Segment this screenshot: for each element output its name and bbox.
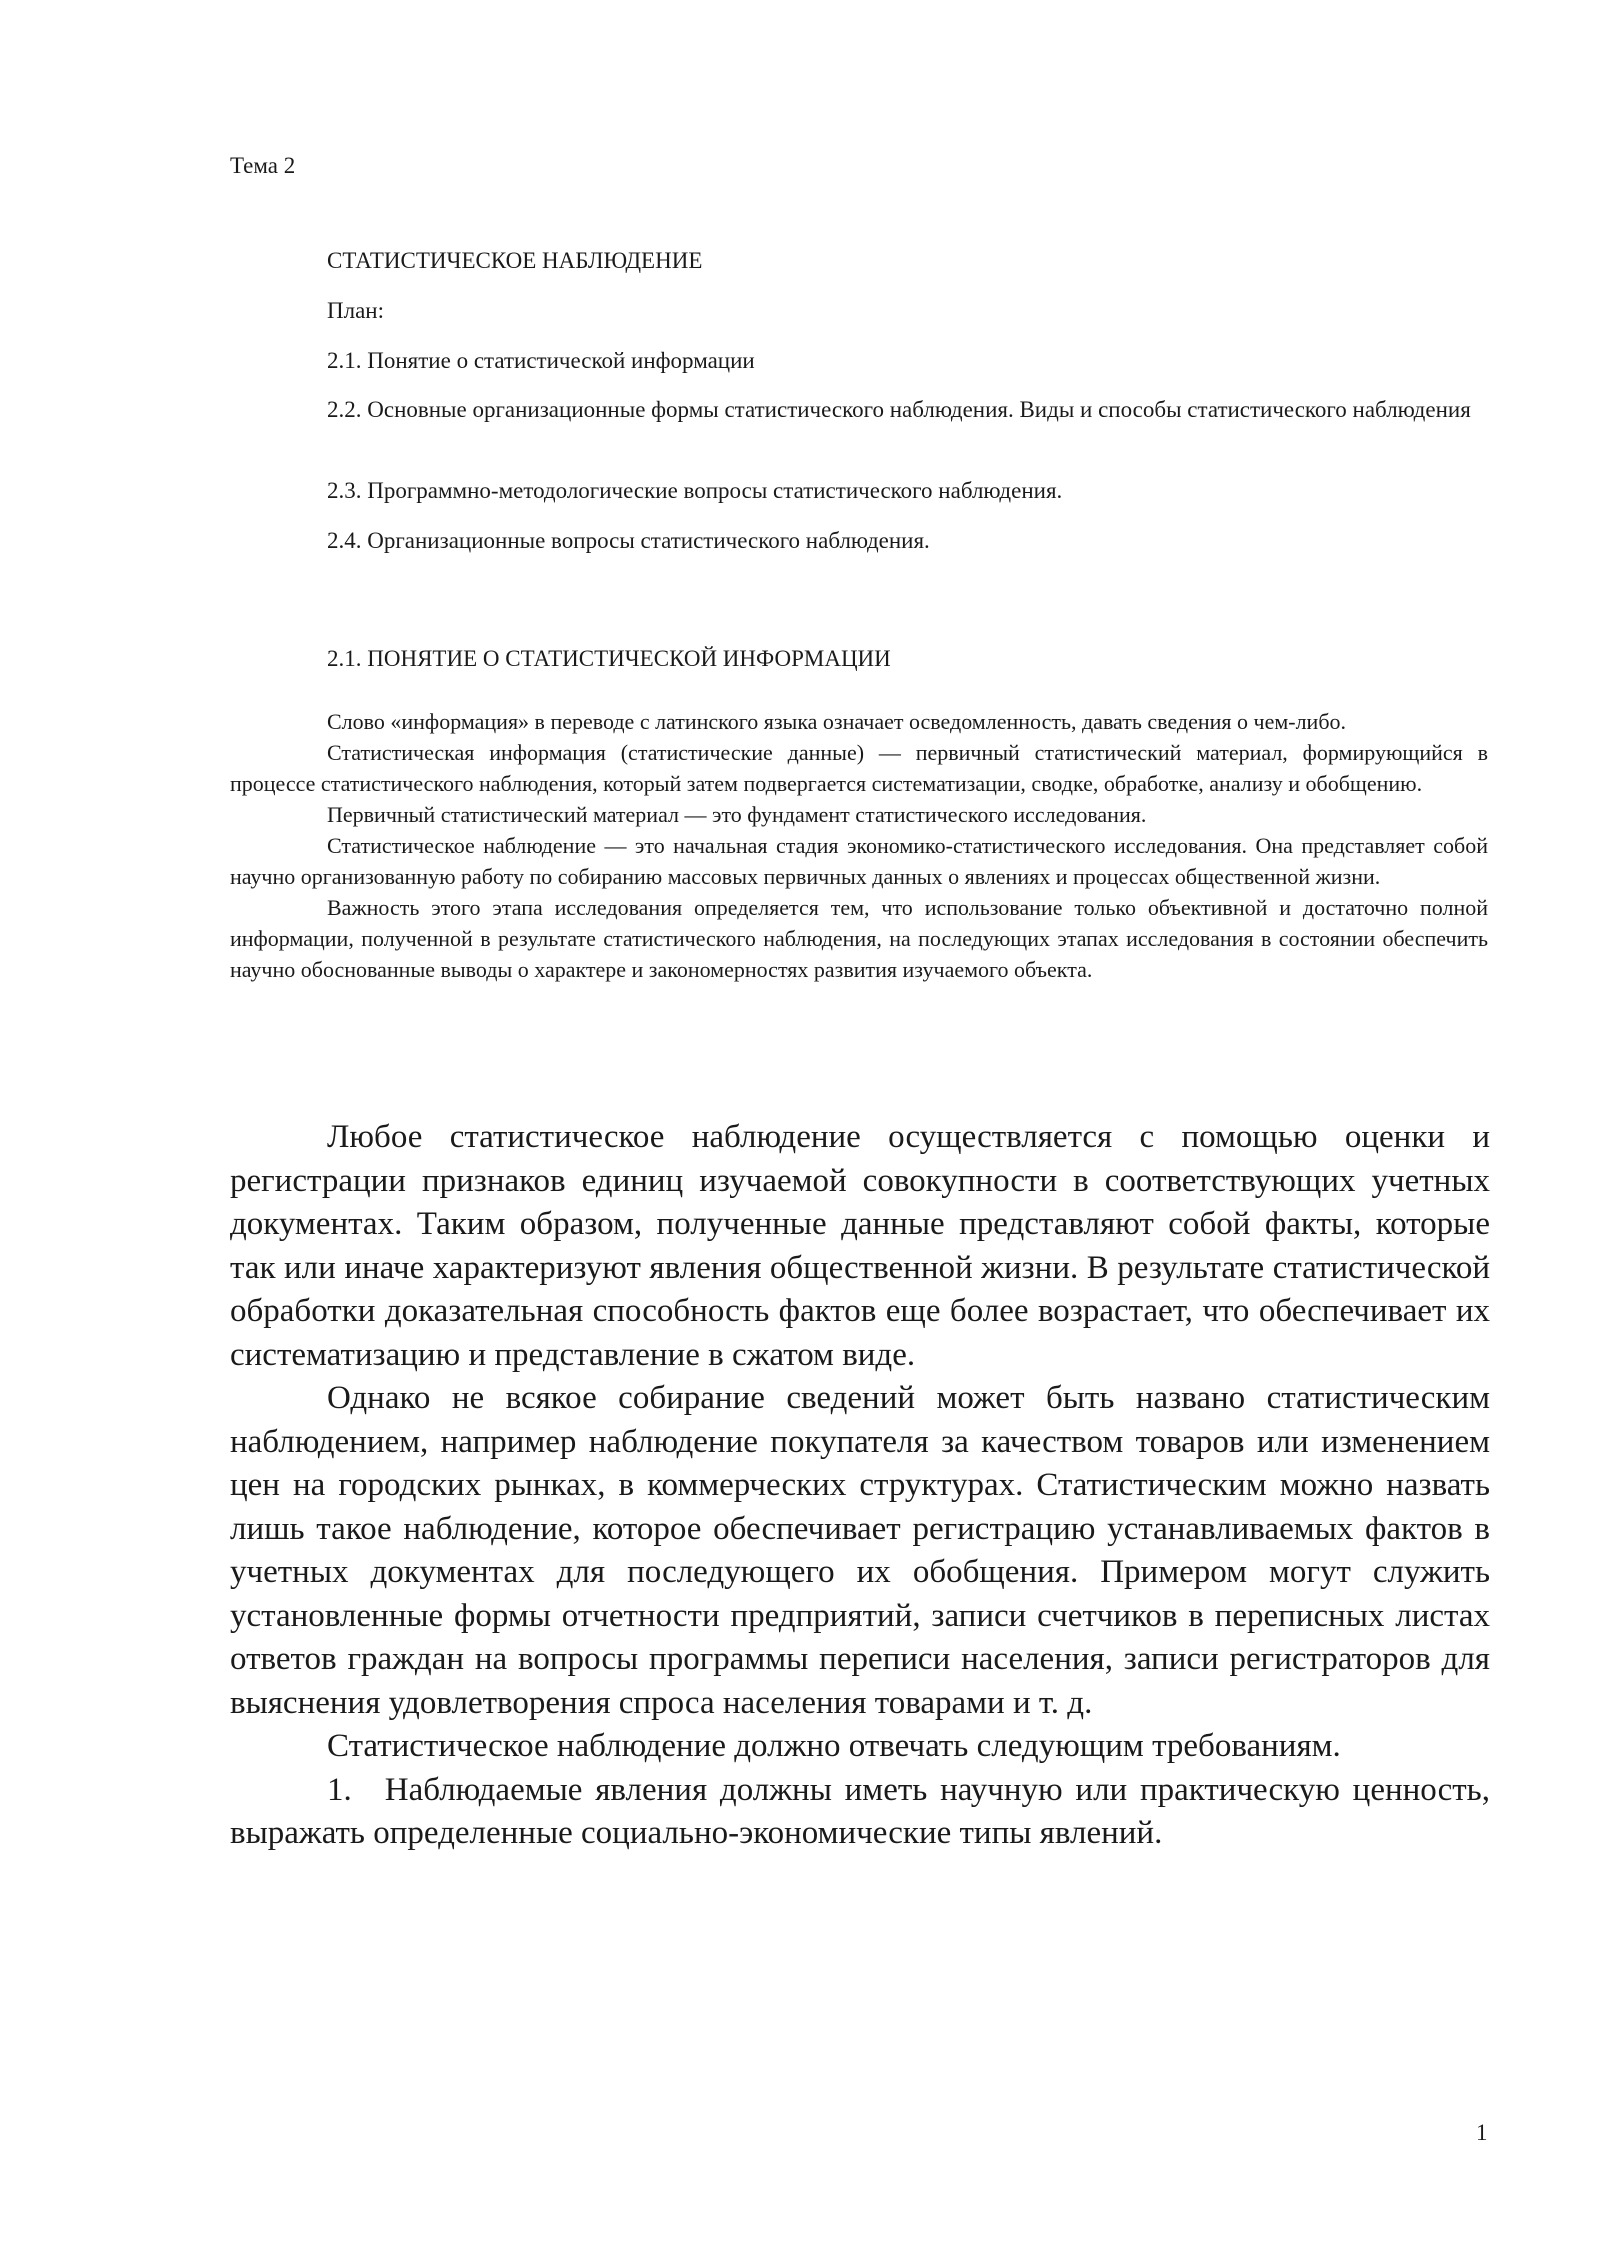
paragraph: Важность этого этапа исследования определяется тем, что использование только объективной и достаточно полной информации, полученной в результате статистического наблюдения, на последующих этапах исследования в состоянии обеспечить научно обоснованные выводы о характере и закономерностях развития изучаемого объекта. <box>230 895 1488 982</box>
plan-item: 2.3. Программно-методологические вопросы статистического наблюдения. <box>327 478 1063 503</box>
paragraph: Слово «информация» в переводе с латинского языка означает осведомленность, давать сведения о чем-либо. <box>327 709 1347 734</box>
plan-item: 2.1. Понятие о статистической информации <box>327 348 755 373</box>
plan-item: 2.4. Организационные вопросы статистического наблюдения. <box>327 528 930 553</box>
paragraph: Статистическое наблюдение должно отвечать следующим требованиям. <box>327 1728 1341 1764</box>
paragraph: Первичный статистический материал — это фундамент статистического исследования. <box>327 802 1147 827</box>
plan-label: План: <box>327 298 384 323</box>
section-heading: 2.1. ПОНЯТИЕ О СТАТИСТИЧЕСКОЙ ИНФОРМАЦИИ <box>327 646 891 671</box>
plan-item: 2.2. Основные организационные формы статистического наблюдения. Виды и способы статистического наблюдения <box>327 397 1471 422</box>
paragraph: Любое статистическое наблюдение осуществляется с помощью оценки и регистрации признаков единиц изучаемой совокупности в соответствующих учетных документах. Таким образом, полученные данные представляют собой факты, которые так или иначе характеризуют явления общественной жизни. В результате статистической обработки доказательная способность фактов еще более возрастает, что обеспечивает их систематизацию и представление в сжатом виде. <box>230 1119 1490 1373</box>
page-number: 1 <box>1476 2120 1488 2145</box>
chapter-title: СТАТИСТИЧЕСКОЕ НАБЛЮДЕНИЕ <box>327 248 703 273</box>
paragraph: Статистическая информация (статистические данные) — первичный статистический материал, формирующийся в процессе статистического наблюдения, который затем подвергается систематизации, сводке, обработке, анализу и обобщению. <box>230 740 1488 796</box>
paragraph: Однако не всякое собирание сведений может быть названо статистическим наблюдением, например наблюдение покупателя за качеством товаров или изменением цен на городских рынках, в коммерческих структурах. Статистическим можно назвать лишь такое наблюдение, которое обеспечивает регистрацию устанавливаемых фактов в учетных документах для последующего их обобщения. Примером могут служить установленные формы отчетности предприятий, записи счетчиков в переписных листах ответов граждан на вопросы программы переписи населения, записи регистраторов для выяснения удовлетворения спроса населения товарами и т. д. <box>230 1380 1490 1721</box>
small-text-block <box>230 706 1488 985</box>
large-text-block <box>230 1116 1490 1856</box>
paragraph: Статистическое наблюдение — это начальная стадия экономико-статистического исследования. Она представляет собой научно организованную работу по собиранию массовых первичных данных о явлениях и процессах общественной жизни. <box>230 833 1488 889</box>
paragraph: 1. Наблюдаемые явления должны иметь научную или практическую ценность, выражать определенные социально-экономические типы явлений. <box>230 1771 1490 1851</box>
topic-label: Тема 2 <box>230 153 296 178</box>
